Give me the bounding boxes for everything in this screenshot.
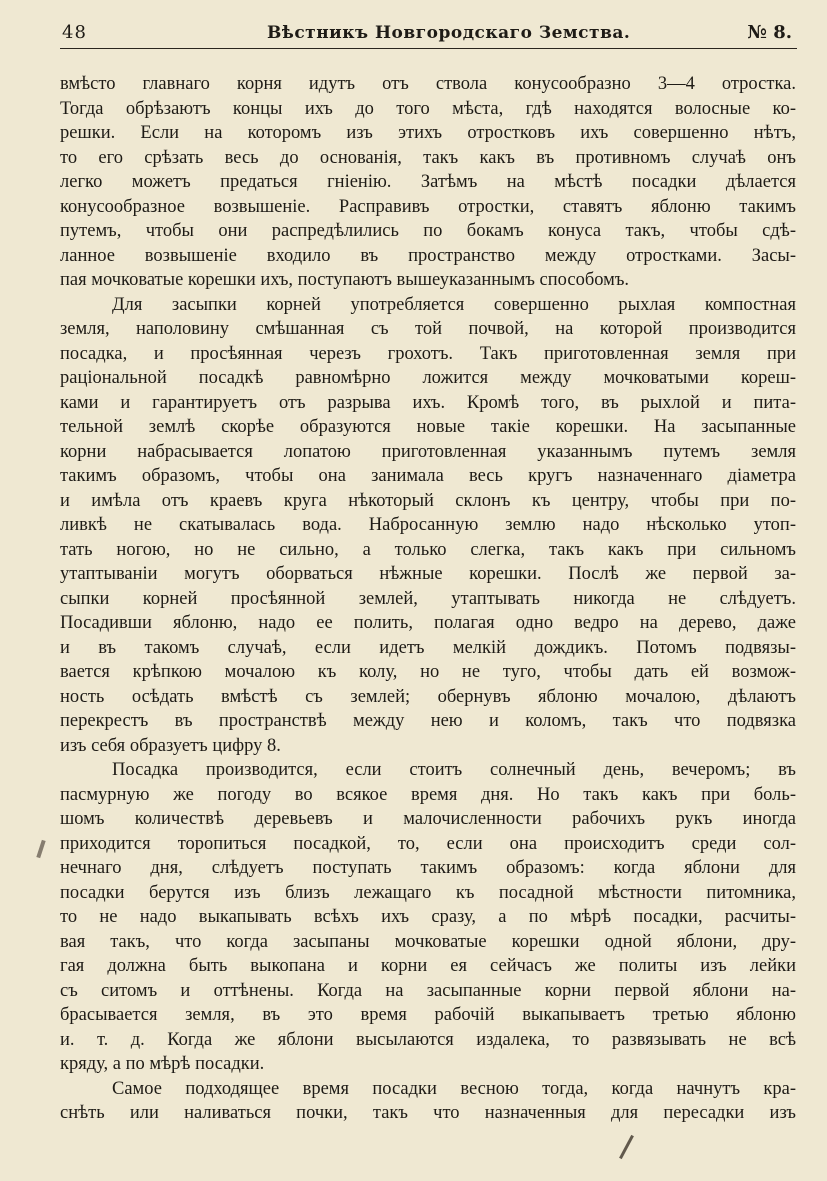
text-line: и. т. д. Когда же яблони высылаются издалека, то развязывать не всѣ	[60, 1029, 796, 1050]
text-line: пая мочковатые корешки ихъ, поступаютъ вышеуказаннымъ способомъ.	[60, 270, 630, 290]
journal-title: Вѣстникъ Новгородскаго Земства.	[267, 23, 631, 43]
text-line: перекрестъ въ пространствѣ между нею и коломъ, такъ что подвязка	[60, 711, 796, 731]
text-line: и въ такомъ случаѣ, если идетъ мелкій дождикъ. Потомъ подвязы-	[60, 637, 796, 658]
text-line: ность осѣдать вмѣстѣ съ землей; обернувъ яблоню мочалою, дѣлаютъ	[60, 686, 796, 707]
text-line: снѣть или наливаться почки, такъ что назначенныя для пересадки изъ	[60, 1103, 796, 1123]
text-line: брасывается земля, въ это время рабочій выкапываетъ третью яблоню	[60, 1005, 796, 1025]
text-line: легко можетъ предаться гніенію. Затѣмъ на мѣстѣ посадки дѣлается	[60, 172, 796, 192]
text-line: изъ себя образуетъ цифру 8.	[60, 735, 281, 756]
text-line: то его срѣзать весь до основанія, такъ какъ въ противномъ случаѣ онъ	[60, 147, 796, 168]
text-line: тельной землѣ скорѣе образуются новые такіе корешки. На засыпанные	[60, 417, 796, 437]
text-line: пасмурную же погоду во всякое время дня. Но такъ какъ при боль-	[60, 784, 796, 805]
text-line: конусообразное возвышеніе. Расправивъ отростки, ставятъ яблоню такимъ	[60, 196, 796, 217]
page-header	[62, 20, 794, 48]
text-line: съ ситомъ и оттѣнены. Когда на засыпанные корни первой яблони на-	[60, 980, 796, 1001]
text-line: корни набрасывается лопатою приготовленная указаннымъ путемъ земля	[60, 441, 796, 462]
header-rule	[60, 48, 797, 49]
text-line: приходится торопиться посадкой, то, если она происходитъ среди сол-	[60, 833, 796, 854]
text-line: тать ногою, но не сильно, а только слегка, такъ какъ при сильномъ	[60, 539, 796, 560]
page-number: 48	[62, 22, 87, 43]
text-line: Самое подходящее время посадки весною тогда, когда начнутъ кра-	[112, 1078, 796, 1099]
text-line: путемъ, чтобы они распредѣлились по бокамъ конуса такъ, чтобы сдѣ-	[60, 221, 796, 241]
text-line: вается крѣпкою мочалою къ колу, но не туго, чтобы дать ей возмож-	[60, 662, 796, 682]
text-line: кряду, а по мѣрѣ посадки.	[60, 1054, 265, 1074]
margin-pencil-mark	[36, 840, 45, 858]
text-line: Тогда обрѣзаютъ концы ихъ до того мѣста, гдѣ находятся волосные ко-	[60, 98, 796, 119]
text-line: вая такъ, что когда засыпаны мочковатые корешки одной яблони, дру-	[60, 931, 796, 952]
text-line: Посадка производится, если стоитъ солнечный день, вечеромъ; въ	[112, 760, 796, 780]
text-line: ланное возвышеніе входило въ пространство между отростками. Засы-	[60, 245, 796, 266]
text-line: земля, наполовину смѣшанная съ той почвой, на которой производится	[60, 319, 796, 339]
text-line: ливкѣ не скатывалась вода. Набросанную землю надо нѣсколько утоп-	[60, 515, 796, 535]
text-line: гая должна быть выкопана и корни ея сейчасъ же политы изъ лейки	[60, 956, 796, 976]
text-line: такимъ образомъ, чтобы она занимала весь кругъ назначеннаго діаметра	[60, 466, 796, 486]
text-line: то не надо выкапывать всѣхъ ихъ сразу, а по мѣрѣ посадки, расчиты-	[60, 907, 796, 927]
text-line: вмѣсто главнаго корня идутъ отъ ствола конусообразно 3—4 отростка.	[60, 74, 796, 94]
text-line: раціональной посадкѣ равномѣрно ложится между мочковатыми кореш-	[60, 368, 796, 388]
issue-number: № 8.	[747, 22, 792, 43]
text-line: Посадивши яблоню, надо ее полить, полагая одно ведро на дерево, даже	[60, 613, 796, 633]
margin-pencil-mark	[619, 1135, 634, 1159]
article-body	[60, 72, 796, 1126]
text-line: посадки берутся изъ близъ лежащаго къ посадной мѣстности питомника,	[60, 882, 796, 903]
text-line: решки. Если на которомъ изъ этихъ отростковъ ихъ совершенно нѣтъ,	[60, 123, 796, 143]
text-line: нечнаго дня, слѣдуетъ поступать такимъ образомъ: когда яблони для	[60, 858, 796, 878]
text-line: ками и гарантируетъ отъ разрыва ихъ. Кромѣ того, въ рыхлой и пита-	[60, 392, 796, 413]
text-line: посадка, и просѣянная черезъ грохотъ. Такъ приготовленная земля при	[60, 343, 796, 364]
text-line: утаптываніи могутъ оборваться нѣжные корешки. Послѣ же первой за-	[60, 564, 796, 584]
text-line: сыпки корней просѣянной землей, утаптывать никогда не слѣдуетъ.	[60, 588, 796, 609]
text-line: шомъ количествѣ деревьевъ и малочисленности рабочихъ рукъ иногда	[60, 809, 796, 829]
text-line: и имѣла отъ краевъ круга нѣкоторый склонъ къ центру, чтобы при по-	[60, 490, 796, 511]
text-line: Для засыпки корней употребляется совершенно рыхлая компостная	[112, 294, 796, 315]
